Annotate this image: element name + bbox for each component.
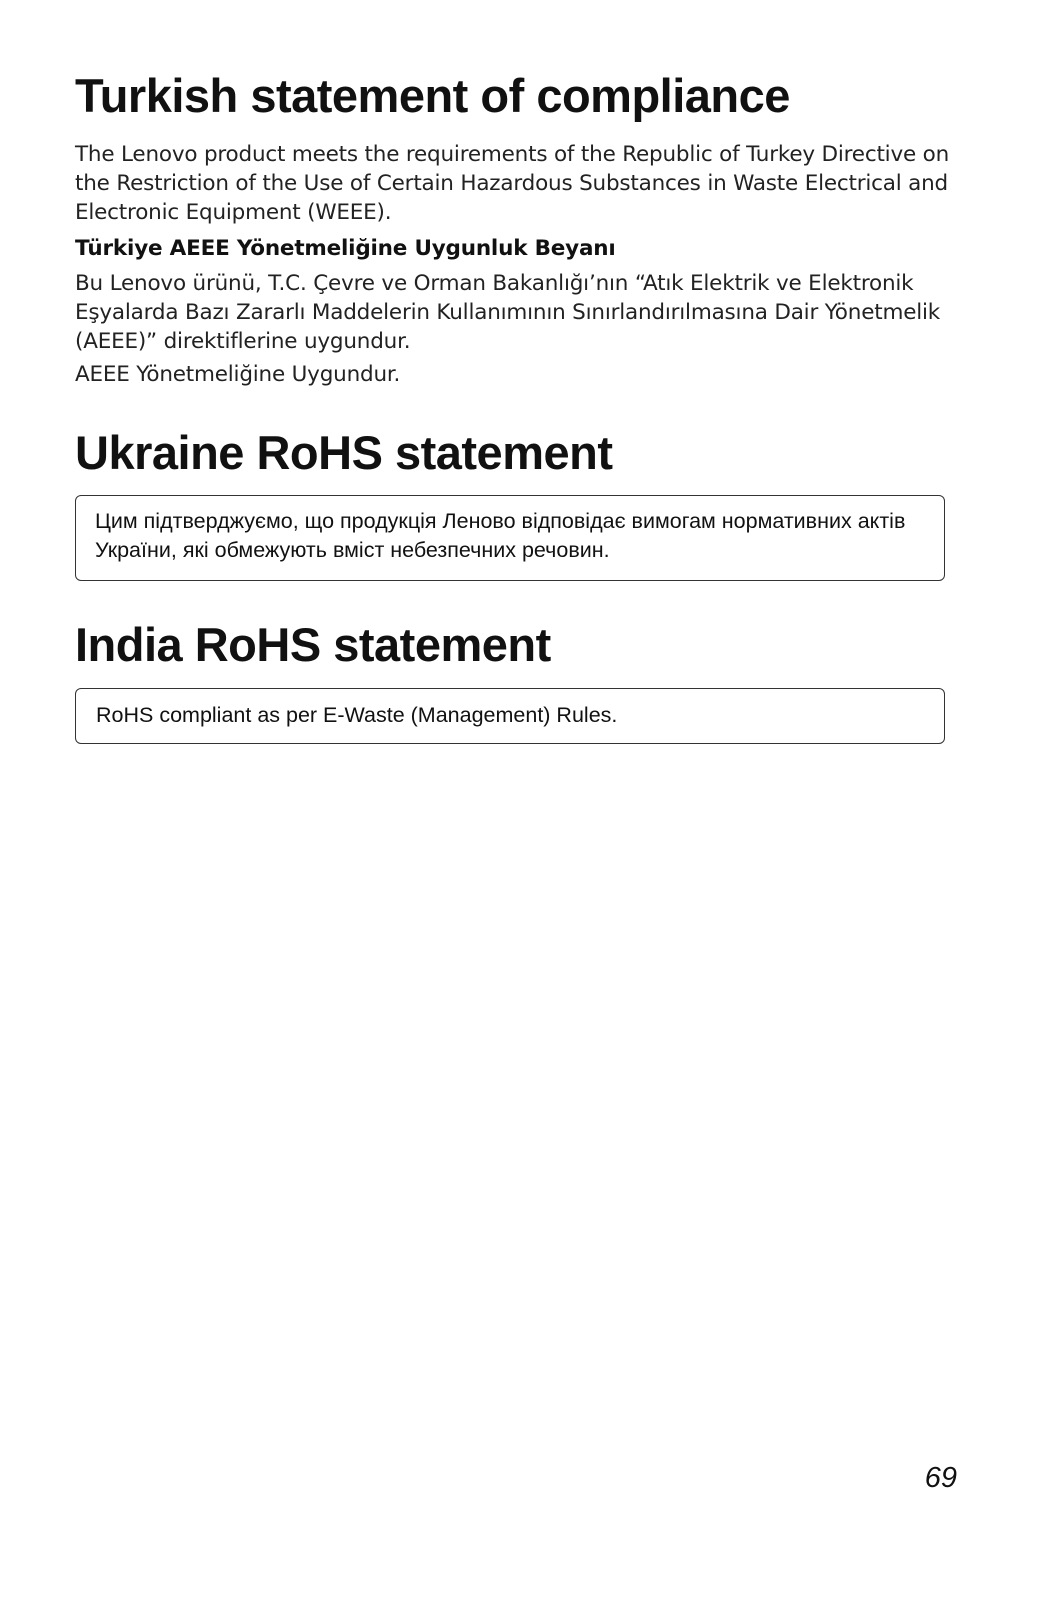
- turkish-subheading: Türkiye AEEE Yönetmeliğine Uygunluk Beyanı: [75, 235, 616, 261]
- page-number: 69: [924, 1462, 957, 1494]
- page-content: [75, 70, 975, 744]
- turkish-compliance-section: [75, 70, 975, 389]
- india-section-heading: India RoHS statement: [75, 618, 551, 672]
- india-statement-box: [75, 688, 945, 744]
- turkish-conformity-line: AEEE Yönetmeliğine Uygundur.: [75, 361, 401, 387]
- turkish-paragraph: Bu Lenovo ürünü, T.C. Çevre ve Orman Bakanlığı’nın “Atık Elektrik ve Elektronik Eşyalarda Bazı Zararlı Maddelerin Kullanımının Sınırlandırılmasına Dair Yönetmelik (AEEE)” direktiflerine uygundur.: [75, 270, 941, 354]
- ukraine-rohs-section: [75, 427, 975, 582]
- ukraine-statement-text: Цим підтверджуємо, що продукція Леново відповідає вимогам нормативних актів України, які обмежують вміст небезпечних речовин.: [95, 509, 906, 563]
- india-statement-text: RoHS compliant as per E-Waste (Management) Rules.: [96, 703, 618, 728]
- turkish-intro-paragraph: The Lenovo product meets the requirements of the Republic of Turkey Directive on the Restriction of the Use of Certain Hazardous Substances in Waste Electrical and Electronic Equipment (WEEE).: [75, 141, 950, 225]
- india-rohs-section: [75, 619, 975, 744]
- ukraine-section-heading: Ukraine RoHS statement: [75, 425, 613, 479]
- turkish-section-heading: Turkish statement of compliance: [75, 69, 790, 122]
- ukraine-statement-box: [75, 495, 945, 581]
